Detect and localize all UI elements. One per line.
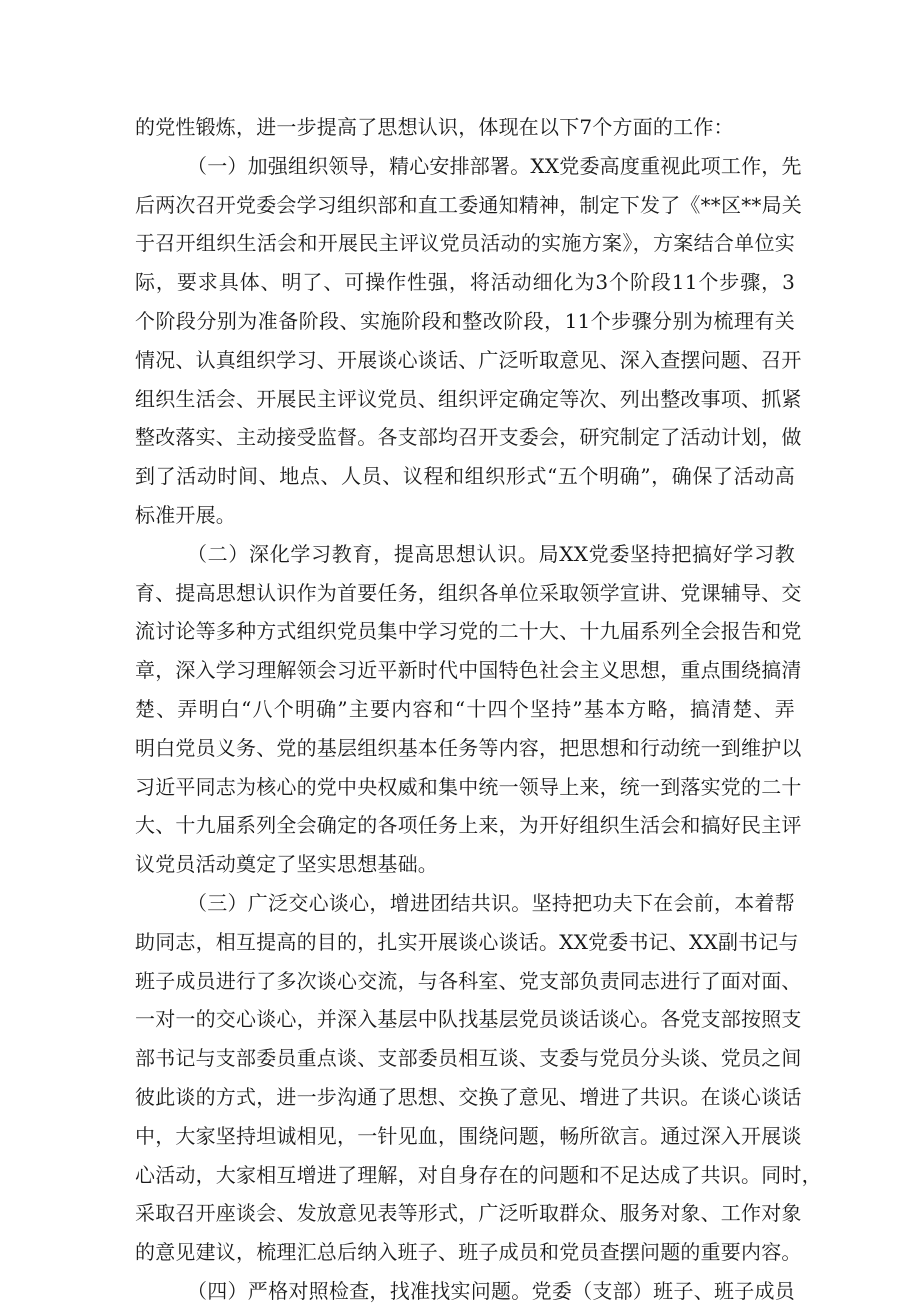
- paragraph-line: 心活动，大家相互增进了理解，对自身存在的问题和不足达成了共识。同时，: [135, 1162, 822, 1187]
- paragraph-line: 习近平同志为核心的党中央权威和集中统一领导上来，统一到落实党的二十: [135, 774, 802, 799]
- paragraph-line: 彼此谈的方式，进一步沟通了思想、交换了意见、增进了共识。在谈心谈话: [135, 1084, 802, 1109]
- paragraph-line: 际，要求具体、明了、可操作性强，将活动细化为3个阶段11个步骤，3: [135, 270, 795, 295]
- paragraph-line: 的意见建议，梳理汇总后纳入班子、班子成员和党员查摆问题的重要内容。: [135, 1240, 802, 1265]
- paragraph-line: 班子成员进行了多次谈心交流，与各科室、党支部负责同志进行了面对面、: [135, 968, 802, 993]
- paragraph-line: 部书记与支部委员重点谈、支部委员相互谈、支委与党员分头谈、党员之间: [135, 1046, 802, 1071]
- paragraph-line: 大、十九届系列全会确定的各项任务上来，为开好组织生活会和搞好民主评: [135, 813, 802, 838]
- paragraph-line: 后两次召开党委会学习组织部和直工委通知精神，制定下发了《**区**局关: [135, 192, 802, 217]
- paragraph-line: 流讨论等多种方式组织党员集中学习党的二十大、十九届系列全会报告和党: [135, 619, 802, 644]
- paragraph-line: 明白党员义务、党的基层组织基本任务等内容，把思想和行动统一到维护以: [135, 735, 802, 760]
- paragraph-line: 组织生活会、开展民主评议党员、组织评定确定等次、列出整改事项、抓紧: [135, 386, 802, 411]
- paragraph-line: 中，大家坚持坦诚相见，一针见血，围绕问题，畅所欲言。通过深入开展谈: [135, 1123, 802, 1148]
- paragraph-first-line: （四）严格对照检查，找准找实问题。党委（支部）班子、班子成员: [187, 1278, 795, 1303]
- paragraph-line: 整改落实、主动接受监督。各支部均召开支委会，研究制定了活动计划，做: [135, 425, 802, 450]
- paragraph-line: 于召开组织生活会和开展民主评议党员活动的实施方案》，方案结合单位实: [135, 231, 795, 256]
- paragraph-first-line: （一）加强组织领导，精心安排部署。XX党委高度重视此项工作，先: [187, 153, 802, 178]
- paragraph-line: 情况、认真组织学习、开展谈心谈话、广泛听取意见、深入查摆问题、召开: [135, 347, 802, 372]
- document-body: [135, 108, 822, 1311]
- paragraph-line: 育、提高思想认识作为首要任务，组织各单位采取领学宣讲、党课辅导、交: [135, 580, 802, 605]
- paragraph-line: 的党性锻炼，进一步提高了思想认识，体现在以下7个方面的工作：: [135, 115, 734, 139]
- paragraph-line: 采取召开座谈会、发放意见表等形式，广泛听取群众、服务对象、工作对象: [135, 1201, 802, 1226]
- paragraph-line: 个阶段分别为准备阶段、实施阶段和整改阶段，11个步骤分别为梳理有关: [135, 308, 795, 333]
- paragraph-line: 议党员活动奠定了坚实思想基础。: [135, 852, 438, 877]
- paragraph-line: 一对一的交心谈心，并深入基层中队找基层党员谈话谈心。各党支部按照支: [135, 1007, 802, 1032]
- paragraph-line: 标准开展。: [135, 502, 236, 527]
- paragraph-first-line: （二）深化学习教育，提高思想认识。局XX党委坚持把搞好学习教: [187, 541, 795, 566]
- paragraph-first-line: （三）广泛交心谈心，增进团结共识。坚持把功夫下在会前，本着帮: [187, 890, 795, 915]
- paragraph-line: 章，深入学习理解领会习近平新时代中国特色社会主义思想，重点围绕搞清: [135, 658, 802, 683]
- paragraph-line: 助同志，相互提高的目的，扎实开展谈心谈话。XX党委书记、XX副书记与: [135, 929, 799, 954]
- paragraph-line: 楚、弄明白“八个明确”主要内容和“十四个坚持”基本方略，搞清楚、弄: [135, 696, 795, 721]
- paragraph-line: 到了活动时间、地点、人员、议程和组织形式“五个明确”，确保了活动高: [135, 464, 795, 489]
